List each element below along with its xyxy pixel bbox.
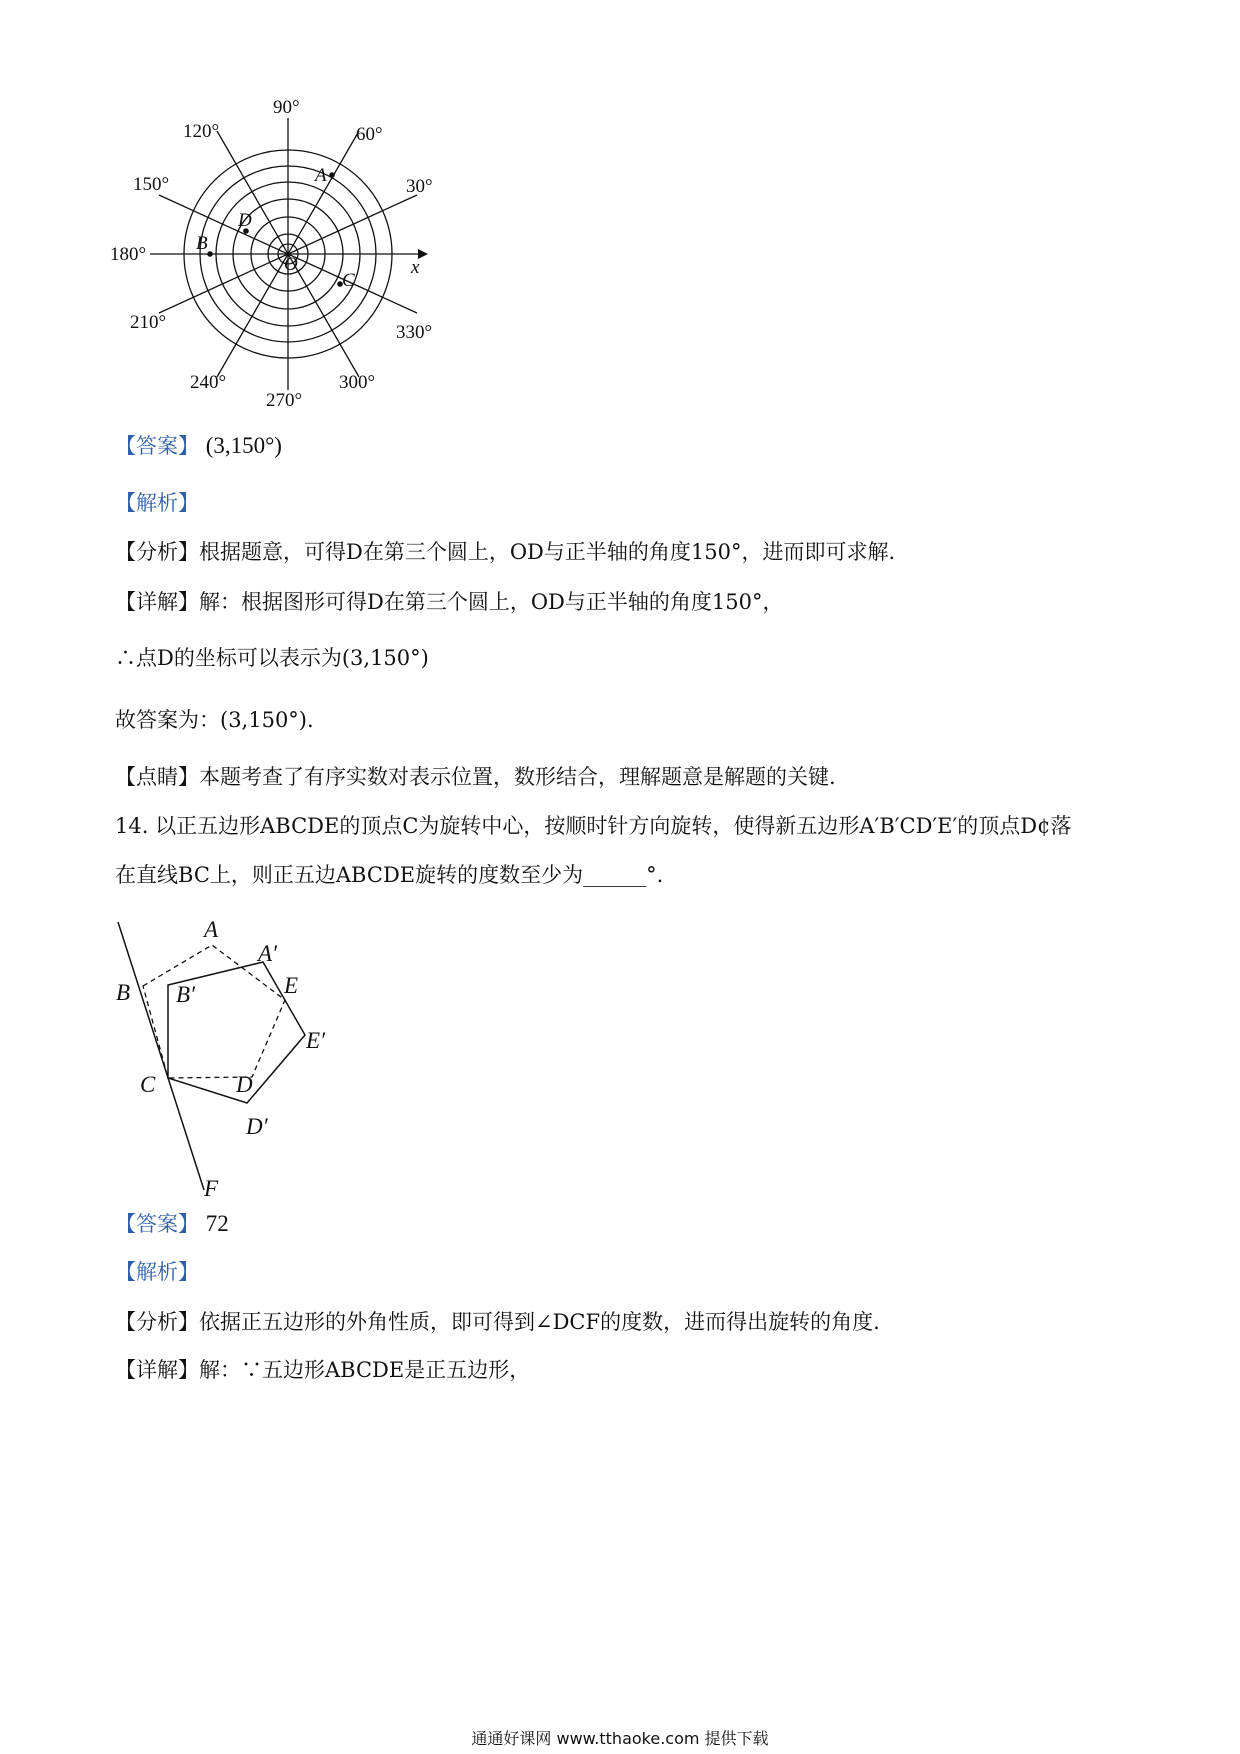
detail-tag: 【详解】	[115, 590, 199, 614]
therefore-text: ∴点D的坐标可以表示为(3,150°)	[115, 646, 429, 670]
angle-label-270: 270°	[266, 390, 303, 411]
label-f: F	[204, 1176, 219, 1201]
dianjing-text: 本题考查了有序实数对表示位置，数形结合，理解题意是解题的关键.	[199, 765, 836, 789]
q13-analysis-heading: 【解析】	[115, 491, 199, 515]
q14-analysis-heading: 【解析】	[115, 1260, 199, 1284]
point-label-c: C	[342, 270, 355, 291]
question-text-line2: 在直线BC上，则正五边ABCDE旋转的度数至少为______°.	[115, 863, 664, 887]
point-label-a: A	[315, 165, 327, 186]
angle-label-300: 300°	[339, 372, 376, 393]
label-e: E	[284, 973, 299, 998]
point-label-d: D	[238, 210, 252, 231]
detail-text: 解：∵五边形ABCDE是正五边形，	[199, 1358, 531, 1382]
q14-detail-line	[115, 1355, 530, 1385]
q14-answer-line	[115, 1209, 229, 1239]
dianjing-tag: 【点睛】	[115, 765, 199, 789]
q14-fenxi-line	[115, 1307, 880, 1337]
q13-detail-line	[115, 587, 783, 617]
q13-dianjing-line	[115, 762, 836, 792]
angle-label-240: 240°	[190, 372, 227, 393]
pentagon-figure	[110, 910, 360, 1210]
answer-tag: 【答案】	[115, 1212, 199, 1236]
q13-therefore-line	[115, 643, 429, 673]
label-c: C	[140, 1072, 156, 1097]
q13-final-line	[115, 705, 314, 735]
q14-question-line1	[115, 811, 1071, 841]
axis-label-x: x	[411, 257, 420, 278]
page-footer: 通通好课网 www.tthaoke.com 提供下载	[471, 1729, 769, 1748]
detail-text: 解：根据图形可得D在第三个圆上，OD与正半轴的角度150°，	[199, 590, 784, 614]
angle-label-330: 330°	[396, 322, 433, 343]
q14-question-line2	[115, 860, 663, 890]
label-a: A	[204, 917, 219, 942]
final-answer-text: 故答案为：(3,150°).	[115, 708, 314, 732]
label-b-prime: B′	[176, 982, 196, 1007]
question-number: 14.	[115, 814, 149, 838]
q13-fenxi-line	[115, 537, 895, 567]
fenxi-text: 依据正五边形的外角性质，即可得到∠DCF的度数，进而得出旋转的角度.	[199, 1310, 880, 1334]
angle-label-180: 180°	[110, 244, 147, 265]
question-text-line1: 以正五边形ABCDE的顶点C为旋转中心，按顺时针方向旋转，使得新五边形A′B′CD′E′的顶点D¢落	[155, 814, 1072, 838]
label-e-prime: E′	[306, 1028, 326, 1053]
point-label-o: O	[284, 254, 298, 275]
angle-label-210: 210°	[130, 312, 167, 333]
label-d: D	[236, 1072, 253, 1097]
polar-figure	[110, 88, 440, 411]
answer-value: (3,150°)	[205, 433, 282, 458]
point-label-b: B	[196, 233, 208, 254]
angle-label-30: 30°	[406, 176, 433, 197]
fenxi-tag: 【分析】	[115, 540, 199, 564]
q13-answer-line	[115, 431, 282, 461]
detail-tag: 【详解】	[115, 1358, 199, 1382]
answer-value: 72	[205, 1211, 229, 1236]
label-b: B	[116, 980, 131, 1005]
label-a-prime: A′	[258, 941, 278, 966]
fenxi-tag: 【分析】	[115, 1310, 199, 1334]
label-d-prime: D′	[246, 1114, 268, 1139]
answer-tag: 【答案】	[115, 434, 199, 458]
angle-label-60: 60°	[356, 124, 383, 145]
fenxi-text: 根据题意，可得D在第三个圆上，OD与正半轴的角度150°，进而即可求解.	[199, 540, 896, 564]
angle-label-90: 90°	[273, 97, 300, 118]
angle-label-120: 120°	[183, 121, 220, 142]
angle-label-150: 150°	[133, 174, 170, 195]
